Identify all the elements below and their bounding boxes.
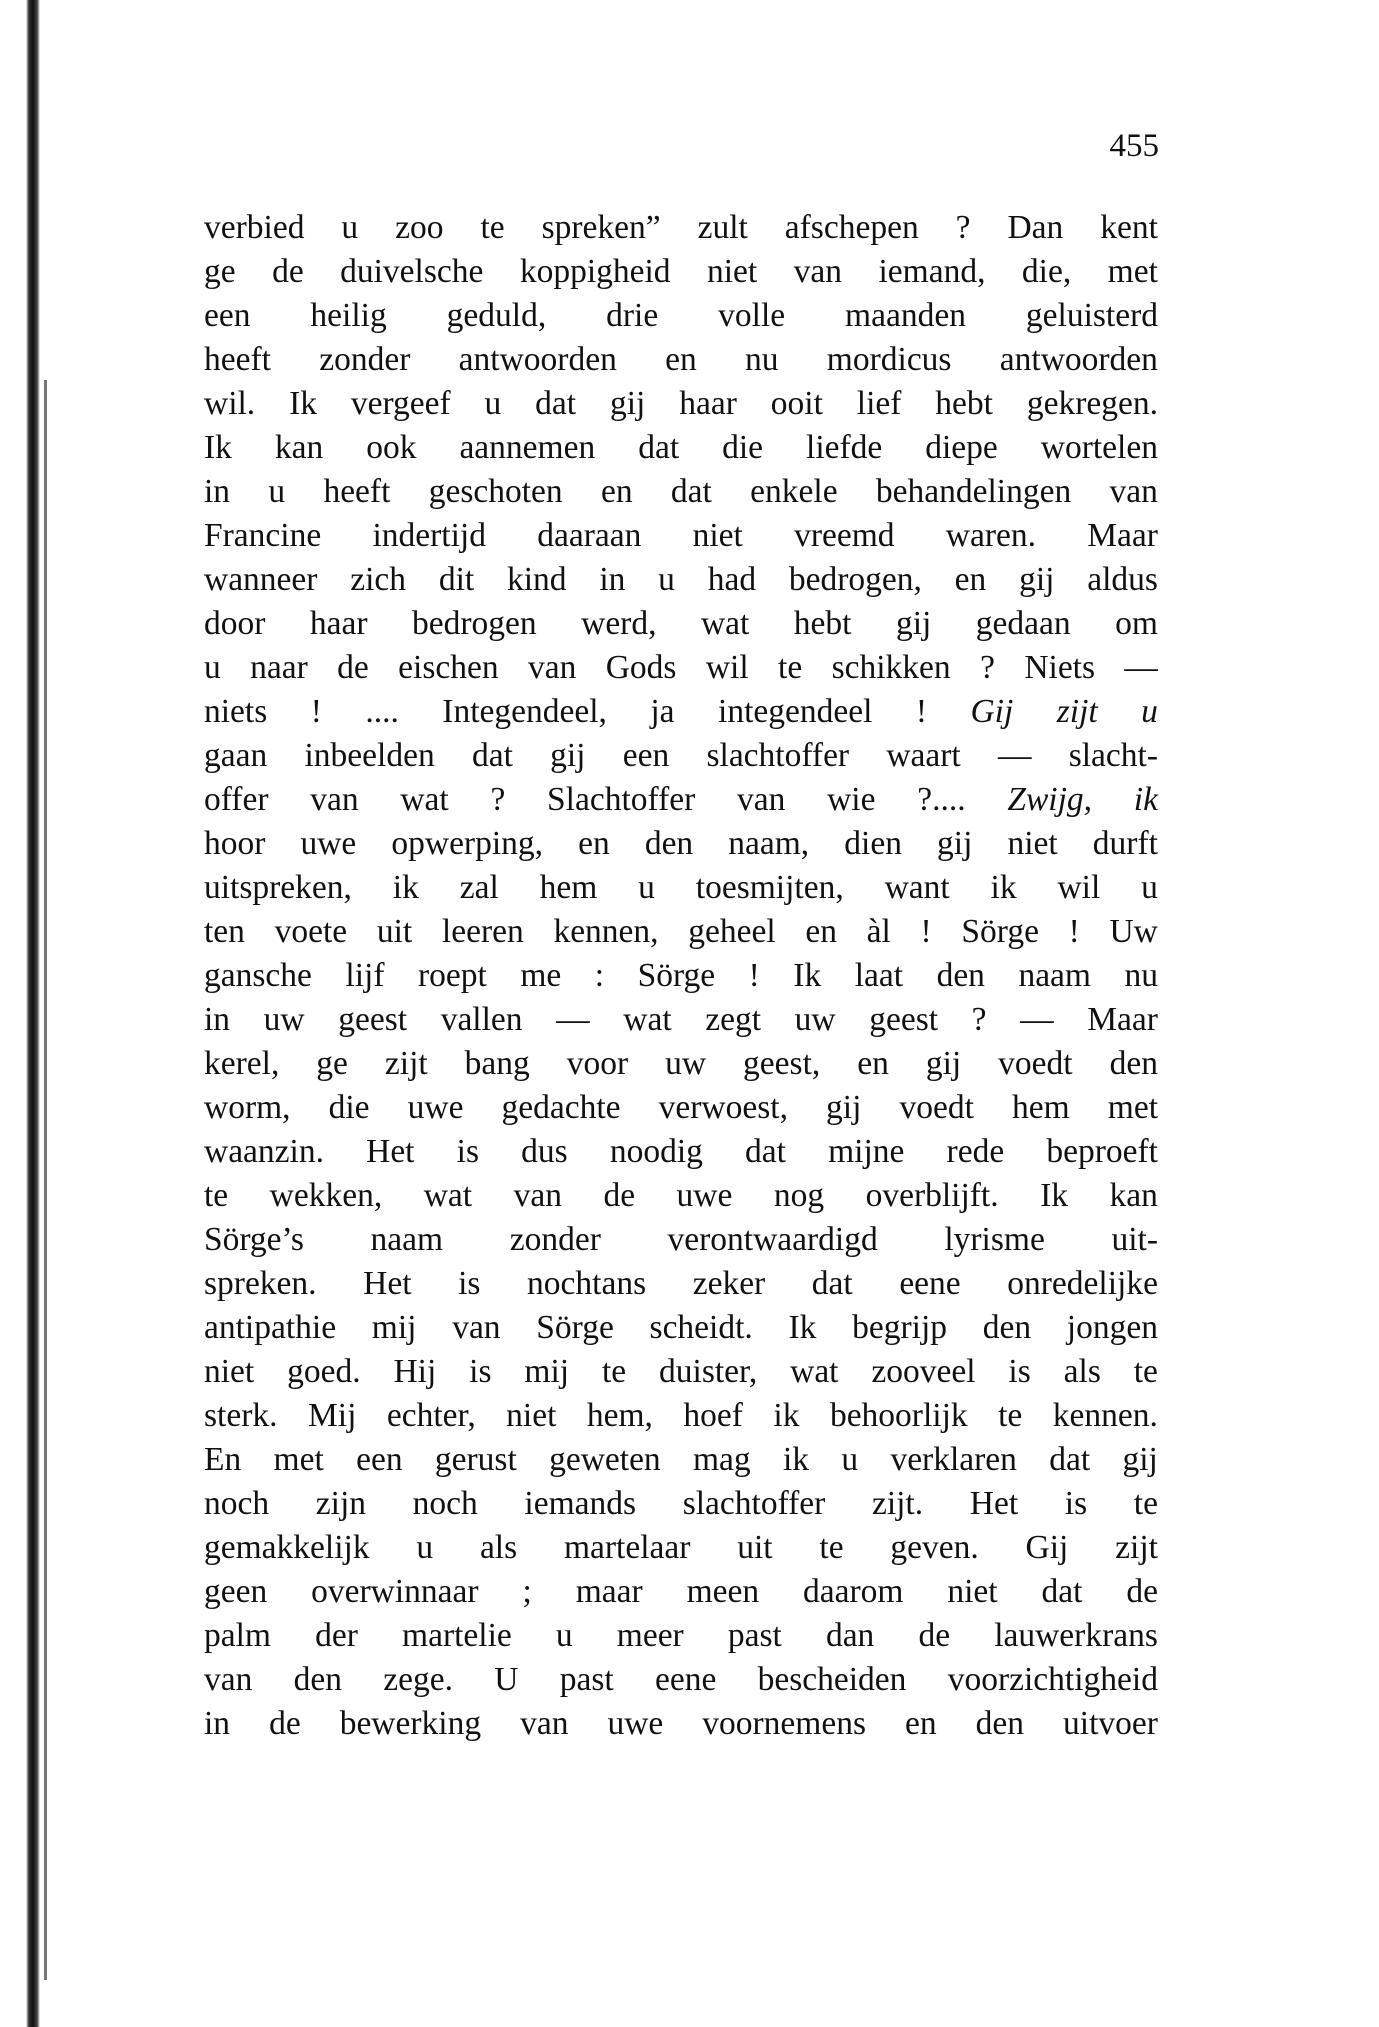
scan-binding-edge	[26, 0, 40, 2027]
text-line: sterk. Mij echter, niet hem, hoef ik behoorlijk te kennen.	[204, 1397, 1158, 1434]
text-line: kerel, ge zijt bang voor uw geest, en gij voedt den	[204, 1045, 1158, 1082]
text-line: Francine indertijd daaraan niet vreemd waren. Maar	[204, 517, 1158, 554]
body-text	[204, 206, 1158, 1746]
text-line: uitspreken, ik zal hem u toesmijten, want ik wil u	[204, 869, 1158, 906]
text-line: Ik kan ook aannemen dat die liefde diepe wortelen	[204, 429, 1158, 466]
page-number: 455	[1109, 128, 1159, 164]
text-line: wanneer zich dit kind in u had bedrogen, en gij aldus	[204, 561, 1158, 598]
text-line: verbied u zoo te spreken” zult afschepen ? Dan kent	[204, 209, 1158, 246]
text-line: niet goed. Hij is mij te duister, wat zooveel is als te	[204, 1353, 1158, 1390]
text-line: offer van wat ? Slachtoffer van wie ?.... Zwijg, ik	[204, 781, 1158, 818]
text-line: ten voete uit leeren kennen, geheel en àl ! Sörge ! Uw	[204, 913, 1158, 950]
text-line: noch zijn noch iemands slachtoffer zijt. Het is te	[204, 1485, 1158, 1522]
text-line: gansche lijf roept me : Sörge ! Ik laat den naam nu	[204, 957, 1158, 994]
scan-binding-shadow	[44, 380, 47, 1980]
text-line: geen overwinnaar ; maar meen daarom niet dat de	[204, 1573, 1158, 1610]
text-line: heeft zonder antwoorden en nu mordicus antwoorden	[204, 341, 1158, 378]
text-line: in de bewerking van uwe voornemens en den uitvoer	[204, 1705, 1158, 1742]
text-line: in uw geest vallen — wat zegt uw geest ? — Maar	[204, 1001, 1158, 1038]
text-line: gaan inbeelden dat gij een slachtoffer waart — slacht-	[204, 737, 1158, 774]
text-line: door haar bedrogen werd, wat hebt gij gedaan om	[204, 605, 1158, 642]
text-line: hoor uwe opwerping, en den naam, dien gij niet durft	[204, 825, 1158, 862]
text-line: te wekken, wat van de uwe nog overblijft. Ik kan	[204, 1177, 1158, 1214]
text-line: waanzin. Het is dus noodig dat mijne rede beproeft	[204, 1133, 1158, 1170]
text-line: gemakkelijk u als martelaar uit te geven. Gij zijt	[204, 1529, 1158, 1566]
text-line: spreken. Het is nochtans zeker dat eene onredelijke	[204, 1265, 1158, 1302]
text-line: Sörge’s naam zonder verontwaardigd lyrisme uit-	[204, 1221, 1158, 1258]
text-line: wil. Ik vergeef u dat gij haar ooit lief hebt gekregen.	[204, 385, 1158, 422]
text-line: niets ! .... Integendeel, ja integendeel ! Gij zijt u	[204, 693, 1158, 730]
text-line: ge de duivelsche koppigheid niet van iemand, die, met	[204, 253, 1158, 290]
text-line: van den zege. U past eene bescheiden voorzichtigheid	[204, 1661, 1158, 1698]
text-line: worm, die uwe gedachte verwoest, gij voedt hem met	[204, 1089, 1158, 1126]
text-line: antipathie mij van Sörge scheidt. Ik begrijp den jongen	[204, 1309, 1158, 1346]
text-line: palm der martelie u meer past dan de lauwerkrans	[204, 1617, 1158, 1654]
text-line: En met een gerust geweten mag ik u verklaren dat gij	[204, 1441, 1158, 1478]
text-line: in u heeft geschoten en dat enkele behandelingen van	[204, 473, 1158, 510]
text-line: u naar de eischen van Gods wil te schikken ? Niets —	[204, 649, 1158, 686]
text-line: een heilig geduld, drie volle maanden geluisterd	[204, 297, 1158, 334]
